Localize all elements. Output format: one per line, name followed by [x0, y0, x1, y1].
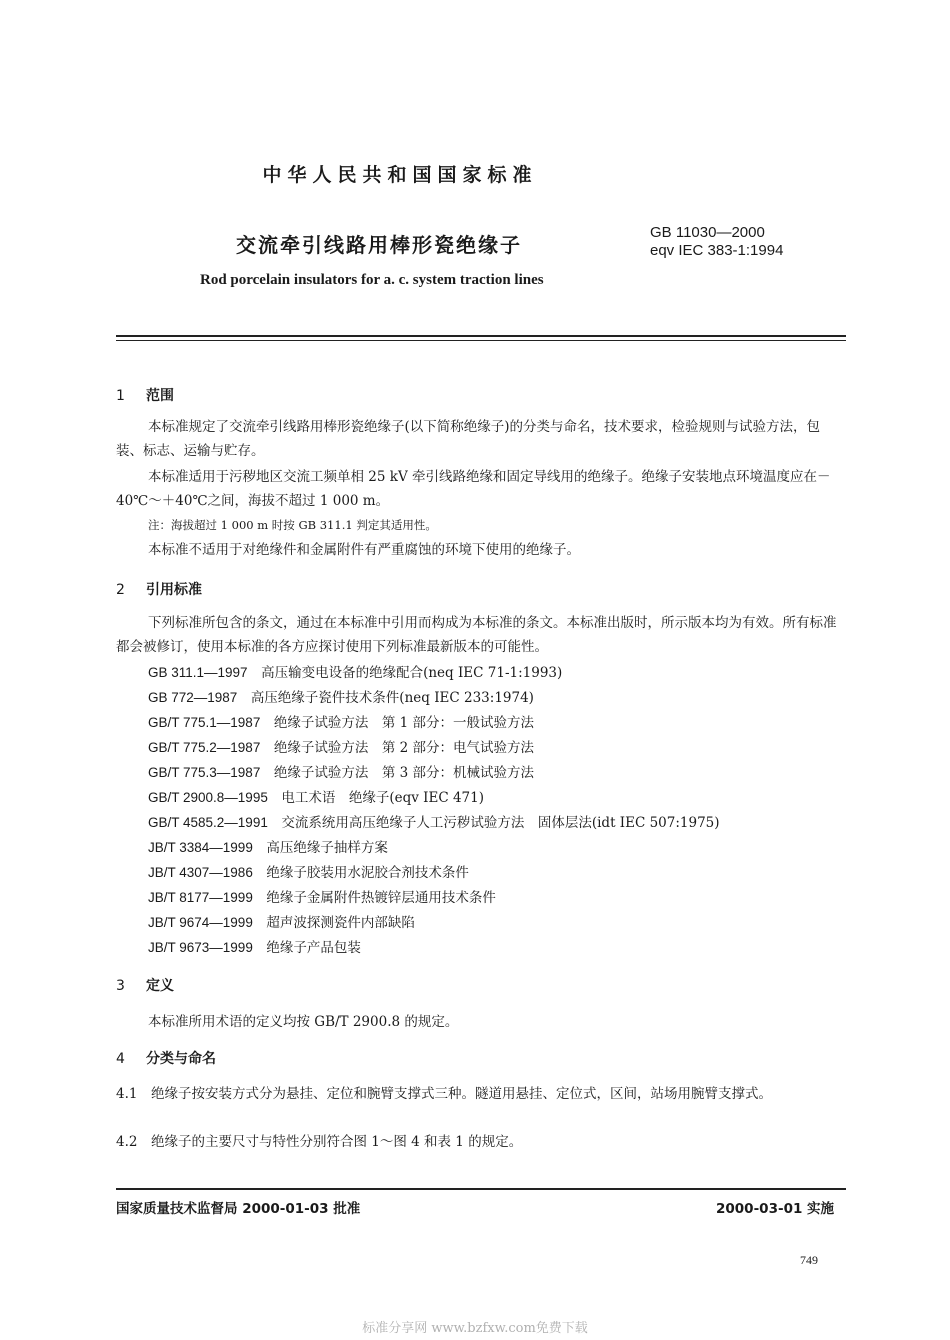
- reference-code: GB/T 2900.8—1995: [148, 790, 268, 805]
- s4-2-paragraph: 4.2 绝缘子的主要尺寸与特性分别符合图 1～图 4 和表 1 的规定。: [116, 1134, 523, 1150]
- reference-item: [148, 836, 388, 856]
- section-number: 4: [116, 1051, 125, 1067]
- reference-title: 高压绝缘子抽样方案: [266, 840, 388, 856]
- s1-note: 注：海拔超过 1 000 m 时按 GB 311.1 判定其适用性。: [148, 518, 437, 532]
- page-number: 749: [800, 1253, 818, 1267]
- reference-title: 绝缘子试验方法 第 1 部分：一般试验方法: [273, 715, 534, 731]
- reference-title: 绝缘子胶装用水泥胶合剂技术条件: [266, 865, 469, 881]
- document-title-cn: 交流牵引线路用棒形瓷绝缘子: [236, 233, 522, 257]
- reference-title: 绝缘子试验方法 第 2 部分：电气试验方法: [273, 740, 534, 756]
- reference-title: 超声波探测瓷件内部缺陷: [266, 915, 415, 931]
- reference-code: JB/T 4307—1986: [148, 865, 253, 880]
- approval-line: 国家质量技术监督局 2000-01-03 批准: [116, 1201, 361, 1217]
- footer-rule: [116, 1188, 846, 1190]
- national-standard-heading: 中华人民共和国国家标准: [262, 164, 538, 186]
- section-1-heading: [116, 385, 174, 405]
- standard-code: GB 11030—2000: [650, 224, 765, 241]
- watermark-text: 标准分享网 www.bzfxw.com免费下载: [362, 1321, 588, 1336]
- s1-paragraph-2: 本标准适用于污秽地区交流工频单相 25 kV 牵引线路绝缘和固定导线用的绝缘子。绝缘子安装地点环境温度应在－40℃～＋40℃之间，海拔不超过 1 000 m。: [116, 469, 831, 509]
- reference-code: GB/T 4585.2—1991: [148, 815, 268, 830]
- section-title: 分类与命名: [146, 1051, 216, 1067]
- s2-paragraph-1: 下列标准所包含的条文，通过在本标准中引用而构成为本标准的条文。本标准出版时，所示版本均为有效。所有标准都会被修订，使用本标准的各方应探讨使用下列标准最新版本的可能性。: [116, 615, 837, 655]
- s4-1-paragraph: 4.1 绝缘子按安装方式分为悬挂、定位和腕臂支撑式三种。隧道用悬挂、定位式，区间，站场用腕臂支撑式。: [116, 1086, 772, 1102]
- reference-title: 绝缘子产品包装: [266, 940, 361, 956]
- reference-code: JB/T 9673—1999: [148, 940, 253, 955]
- reference-title: 交流系统用高压绝缘子人工污秽试验方法 固体层法(idt IEC 507:1975): [281, 815, 720, 831]
- reference-item: [148, 911, 415, 931]
- reference-item: [148, 761, 534, 781]
- reference-code: GB/T 775.2—1987: [148, 740, 261, 755]
- reference-item: [148, 736, 534, 756]
- document-title-en: Rod porcelain insulators for a. c. system traction lines: [200, 272, 544, 288]
- reference-item: [148, 861, 469, 881]
- reference-code: GB 311.1—1997: [148, 665, 248, 680]
- section-3-heading: [116, 975, 174, 995]
- reference-title: 高压绝缘子瓷件技术条件(neq IEC 233:1974): [250, 690, 534, 706]
- section-title: 引用标准: [146, 582, 202, 598]
- implementation-date: 2000-03-01 实施: [716, 1201, 835, 1217]
- header-rule-thin: [116, 340, 846, 341]
- reference-item: [148, 711, 534, 731]
- reference-item: [148, 886, 496, 906]
- section-number: 3: [116, 978, 125, 994]
- reference-code: GB 772—1987: [148, 690, 238, 705]
- reference-code: JB/T 3384—1999: [148, 840, 253, 855]
- reference-code: JB/T 8177—1999: [148, 890, 253, 905]
- header-rule: [116, 335, 846, 337]
- section-4-heading: [116, 1048, 216, 1068]
- reference-title: 电工术语 绝缘子(eqv IEC 471): [281, 790, 485, 806]
- reference-item: [148, 936, 361, 956]
- s3-paragraph-1: 本标准所用术语的定义均按 GB/T 2900.8 的规定。: [148, 1014, 459, 1030]
- s1-paragraph-3: 本标准不适用于对绝缘件和金属附件有严重腐蚀的环境下使用的绝缘子。: [148, 542, 580, 558]
- reference-item: [148, 661, 562, 681]
- s1-paragraph-1: 本标准规定了交流牵引线路用棒形瓷绝缘子(以下简称绝缘子)的分类与命名，技术要求，检验规则与试验方法，包装、标志、运输与贮存。: [116, 419, 821, 459]
- reference-item: [148, 686, 534, 706]
- reference-title: 绝缘子试验方法 第 3 部分：机械试验方法: [273, 765, 534, 781]
- section-2-heading: [116, 579, 202, 599]
- reference-item: [148, 786, 484, 806]
- reference-code: GB/T 775.1—1987: [148, 715, 261, 730]
- section-number: 1: [116, 388, 125, 404]
- section-number: 2: [116, 582, 125, 598]
- equivalence-code: eqv IEC 383-1:1994: [650, 242, 784, 259]
- section-title: 范围: [146, 388, 174, 404]
- reference-code: GB/T 775.3—1987: [148, 765, 261, 780]
- section-title: 定义: [146, 978, 174, 994]
- reference-title: 高压输变电设备的绝缘配合(neq IEC 71-1:1993): [261, 665, 563, 681]
- reference-title: 绝缘子金属附件热镀锌层通用技术条件: [266, 890, 496, 906]
- reference-item: [148, 811, 720, 831]
- reference-code: JB/T 9674—1999: [148, 915, 253, 930]
